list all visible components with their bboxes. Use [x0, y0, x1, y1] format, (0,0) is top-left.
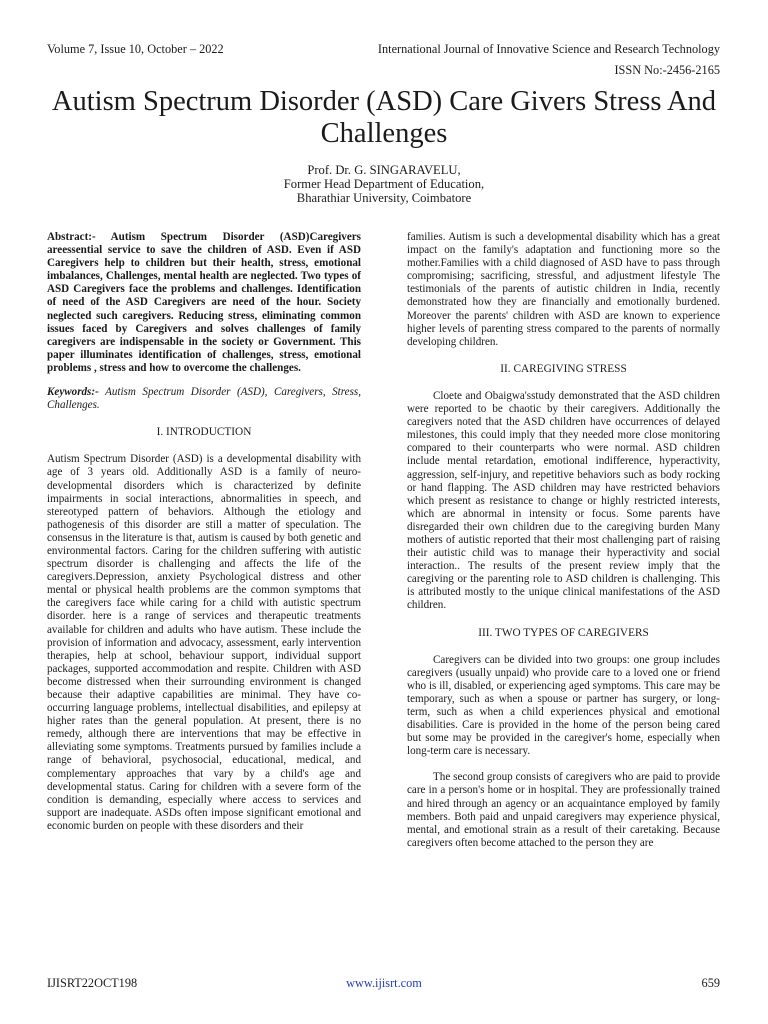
introduction-paragraph: Autism Spectrum Disorder (ASD) is a developmental disability with age of 3 years old. Additionally ASD is a family of neuro-developmental disorders which is characterized by definite impairments in social interactions, abnormalities in speech, and stereotyped pattern of behaviors. Although the etiology and pathogenesis of this disorder are still a matter of speculation. The consensus in the literature is that, autism is caused by both genetic and environmental factors. Caring for the children suffering with autistic spectrum disorder is challenging and affects the life of the caregivers.Depression, anxiety Psychological distress and other mental or physical health problems are the common symptoms that the caregivers face while caring for a child with autistic spectrum disorder. here is a range of services and therapeutic treatments available for children and adults who have autism. These include the provision of information and advocacy, assessment, early intervention therapies, help at school, behaviour support, individual support packages, supported accommodation and respite. Children with ASD become distressed when their surrounding environment is changed because their adaptive capabilities are minimal. They have co-occurring language problems, intellectual disabilities, and epilepsy at higher rates than the general population. At present, there is no remedy, although there are interventions that may be effective in alleviating some symptoms. Treatments pursued by families include a range of behavioral, psychosocial, educational, medical, and complementary approaches that vary by a child's age and developmental status. Caring for children with a severe form of the condition is demanding, especially where access to services and support are inadequate. ASDs often impose significant emotional and economic burden on people with these disorders and their — [47, 453, 361, 832]
author-name: Prof. Dr. G. SINGARAVELU, — [307, 163, 461, 177]
caregiver-types-paragraph-2: The second group consists of caregivers who are paid to provide care in a person's home or in hospital. They are professionally trained and hired through an agency or an acquaintance employed by family members. Both paid and unpaid caregivers may experience physical, mental, and emotional strain as a result of their caretaking. Because caregivers often become attached to the person they are — [407, 771, 720, 849]
author-block — [30, 163, 738, 205]
caregiver-types-paragraph-1: Caregivers can be divided into two groups: one group includes caregivers (usually unpaid) who provide care to a loved one or friend who is ill, disabled, or experiencing aged symptoms. This care may be temporary, such as when a spouse or partner has surgery, or long-term, such as when a child experiences physical and emotional disabilities. Care is provided in the home of the person being cared but some may be provided in the caregiver's home, especially when long-term care is necessary. — [407, 653, 720, 758]
keywords-text: Autism Spectrum Disorder (ASD), Caregivers, Stress, Challenges. — [47, 386, 361, 412]
issn: ISSN No:-2456-2165 — [614, 63, 720, 77]
keywords — [47, 386, 361, 412]
caregiving-stress-paragraph: Cloete and Obaigwa'sstudy demonstrated that the ASD children were reported to be chaotic by their caregivers. Additionally the caregivers noted that the ASD children have occurrences of delayed milestones, this could imply that they needed more close monitoring compared to their counterparts who were normal. ASD children include mental retardation, emotional indifference, hyperactivity, aggression, self-injury, and repetitive behaviors such as body rocking or hand flapping. The ASD children may have restricted behaviors which present as resistance to change or highly restricted interests, which are abnormal in intensity or focus. Some parents have disregarded their own children due to the caregiving burden Many mothers of autistic reported that their most challenging part of raising their autistic child was to manage their hyperactivity and social interaction.. The results of the present review imply that the caregiving or the parenting role to ASD children is challenging. This is attributed mostly to the unique clinical manifestations of the ASD children. — [407, 389, 720, 612]
keywords-label: Keywords:- — [47, 386, 99, 399]
section-heading-caregiver-types: III. TWO TYPES OF CAREGIVERS — [478, 626, 649, 639]
section-heading-caregiving-stress: II. CAREGIVING STRESS — [500, 362, 627, 375]
author-affiliation: Former Head Department of Education, — [283, 177, 485, 191]
abstract: Abstract:- Autism Spectrum Disorder (ASD)Caregivers areessential service to save the children of ASD. Even if ASD Caregivers help to children but their health, stress, emotional imbalances, Challenges, mental health are neglected. Two types of ASD Caregivers face the problems and challenges. Identification of need of the ASD Caregivers are need of the hour. Society neglected such caregivers. Reducing stress, eliminating common issues faced by Caregivers and solves challenges of family caregivers are indispensable in the society or Government. This paper illuminates identification of challenges, stress, emotional problems , stress and how to overcome the challenges. — [47, 231, 361, 374]
paper-title: Autism Spectrum Disorder (ASD) Care Givers Stress And Challenges — [51, 86, 717, 149]
journal-name: International Journal of Innovative Science and Research Technology — [377, 42, 720, 56]
families-paragraph: families. Autism is such a developmental disability which has a great impact on the family's adaptation and functioning more so the mother.Families with a child diagnosed of ASD have to pass through compromising; sacrificing, stressful, and adjustment lifestyle The testimonials of the parents of autistic children in India, recently demonstrated how they are financially and emotionally burdened. Moreover the parents' children with ASD are known to experience higher levels of parenting stress compared to the parents of normally developing children. — [407, 231, 720, 348]
author-university: Bharathiar University, Coimbatore — [296, 191, 472, 205]
journal-url-link[interactable]: www.ijisrt.com — [346, 976, 422, 990]
left-column — [47, 231, 361, 833]
page-number: 659 — [701, 976, 720, 990]
section-heading-introduction: I. INTRODUCTION — [156, 426, 252, 439]
right-column — [407, 231, 720, 850]
volume-issue: Volume 7, Issue 10, October – 2022 — [47, 42, 224, 56]
article-code: IJISRT22OCT198 — [47, 976, 138, 990]
